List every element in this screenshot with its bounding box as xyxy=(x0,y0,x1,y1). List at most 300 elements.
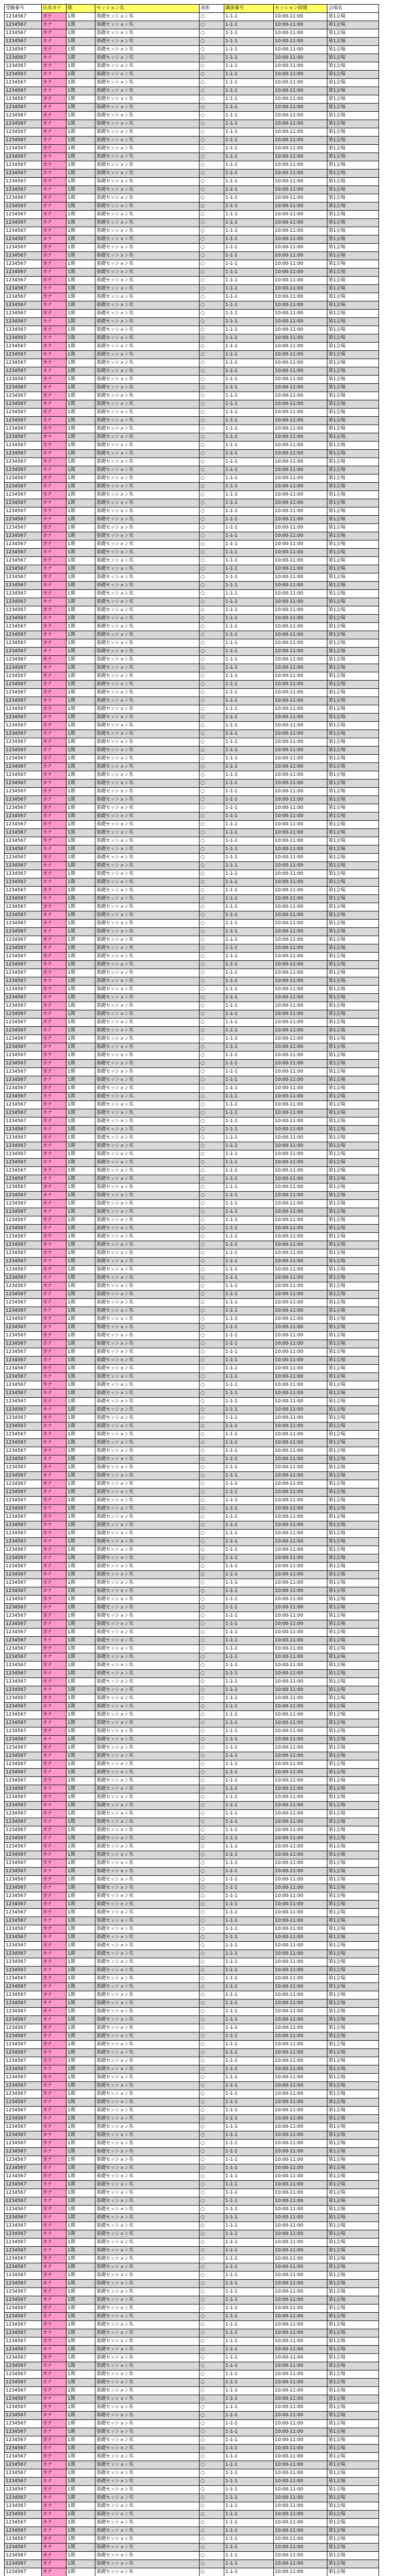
table-cell: カナ xyxy=(42,1497,67,1505)
table-cell: 1234567 xyxy=(5,953,42,961)
table-row xyxy=(5,878,379,887)
table-cell: 第1会場 xyxy=(327,1694,379,1703)
table-cell: 10:00-11:00 xyxy=(274,928,327,936)
table-cell: ○ xyxy=(200,1159,224,1167)
table-cell: 1-1-1 xyxy=(224,1505,274,1513)
table-cell: 10:00-11:00 xyxy=(274,2041,327,2049)
table-cell: 1期 xyxy=(67,1587,95,1596)
table-row xyxy=(5,1035,379,1043)
table-cell: 1期 xyxy=(67,128,95,137)
table-cell: 基礎セッション名 xyxy=(95,466,200,474)
table-cell: 1期 xyxy=(67,705,95,714)
table-cell: カナ xyxy=(42,491,67,499)
table-cell: 1期 xyxy=(67,557,95,565)
table-cell: カナ xyxy=(42,219,67,227)
table-cell: 10:00-11:00 xyxy=(274,161,327,170)
table-cell: カナ xyxy=(42,1719,67,1727)
table-row xyxy=(5,1859,379,1868)
table-cell: 第1会場 xyxy=(327,62,379,71)
table-cell: 第1会場 xyxy=(327,13,379,21)
table-cell: 基礎セッション名 xyxy=(95,1736,200,1744)
table-cell: 1期 xyxy=(67,1464,95,1472)
table-cell: 基礎セッション名 xyxy=(95,194,200,202)
table-cell: 1-1-1 xyxy=(224,1999,274,2008)
table-cell: 10:00-11:00 xyxy=(274,977,327,986)
table-cell: 基礎セッション名 xyxy=(95,1505,200,1513)
table-cell: 基礎セッション名 xyxy=(95,1365,200,1373)
table-cell: 第1会場 xyxy=(327,161,379,170)
table-cell: ○ xyxy=(200,664,224,672)
table-cell: 10:00-11:00 xyxy=(274,1348,327,1357)
table-cell: 1234567 xyxy=(5,2346,42,2354)
table-cell: 1期 xyxy=(67,1950,95,1958)
table-cell: 基礎セッション名 xyxy=(95,1183,200,1192)
table-cell: 1-1-1 xyxy=(224,1414,274,1422)
table-cell: 第1会場 xyxy=(327,1150,379,1159)
table-cell: 基礎セッション名 xyxy=(95,2181,200,2189)
table-cell: ○ xyxy=(200,1183,224,1192)
table-cell: 1期 xyxy=(67,2164,95,2173)
table-cell: 第1会場 xyxy=(327,2428,379,2436)
table-cell: カナ xyxy=(42,994,67,1002)
table-cell: 10:00-11:00 xyxy=(274,1439,327,1447)
table-cell: ○ xyxy=(200,1571,224,1579)
table-cell: カナ xyxy=(42,969,67,977)
table-cell: 第1会場 xyxy=(327,944,379,953)
table-cell: 10:00-11:00 xyxy=(274,788,327,796)
table-cell: 10:00-11:00 xyxy=(274,953,327,961)
table-cell: 基礎セッション名 xyxy=(95,1043,200,1052)
table-cell: 1234567 xyxy=(5,1447,42,1455)
table-cell: 1-1-1 xyxy=(224,672,274,681)
table-cell: 1234567 xyxy=(5,2519,42,2527)
table-cell: カナ xyxy=(42,1183,67,1192)
table-cell: ○ xyxy=(200,1719,224,1727)
table-cell: 1234567 xyxy=(5,928,42,936)
table-cell: ○ xyxy=(200,1035,224,1043)
table-row xyxy=(5,38,379,46)
table-cell: 基礎セッション名 xyxy=(95,2049,200,2057)
table-cell: 1234567 xyxy=(5,788,42,796)
table-cell: 1234567 xyxy=(5,79,42,87)
table-cell: 10:00-11:00 xyxy=(274,2469,327,2478)
table-cell: 1期 xyxy=(67,1571,95,1579)
table-cell: 基礎セッション名 xyxy=(95,104,200,112)
table-cell: 第1会場 xyxy=(327,1876,379,1884)
table-cell: 第1会場 xyxy=(327,2098,379,2107)
table-row xyxy=(5,104,379,112)
table-row xyxy=(5,1653,379,1662)
table-cell: 第1会場 xyxy=(327,2065,379,2074)
table-cell: 10:00-11:00 xyxy=(274,2107,327,2115)
table-cell: ○ xyxy=(200,540,224,549)
table-cell: 基礎セッション名 xyxy=(95,936,200,944)
table-cell: 第1会場 xyxy=(327,1183,379,1192)
table-cell: 第1会場 xyxy=(327,639,379,648)
table-cell: カナ xyxy=(42,343,67,351)
table-cell: 1-1-1 xyxy=(224,788,274,796)
table-row xyxy=(5,2304,379,2313)
table-cell: ○ xyxy=(200,2478,224,2486)
table-row xyxy=(5,1711,379,1719)
table-cell: 1-1-1 xyxy=(224,1109,274,1117)
table-row xyxy=(5,170,379,178)
table-cell: カナ xyxy=(42,1917,67,1925)
table-cell: 1期 xyxy=(67,392,95,400)
table-cell: 1-1-1 xyxy=(224,2387,274,2395)
table-cell: ○ xyxy=(200,1307,224,1315)
table-cell: 10:00-11:00 xyxy=(274,870,327,878)
table-cell: カナ xyxy=(42,598,67,606)
table-cell: ○ xyxy=(200,1760,224,1769)
table-row xyxy=(5,1505,379,1513)
table-cell: 第1会場 xyxy=(327,1027,379,1035)
table-row xyxy=(5,1332,379,1340)
table-cell: 1期 xyxy=(67,2016,95,2024)
table-cell: ○ xyxy=(200,2197,224,2206)
table-cell: カナ xyxy=(42,367,67,376)
table-cell: カナ xyxy=(42,1167,67,1175)
table-cell: 1-1-1 xyxy=(224,499,274,507)
table-cell: 基礎セッション名 xyxy=(95,1769,200,1777)
table-cell: 第1会場 xyxy=(327,252,379,260)
table-cell: 10:00-11:00 xyxy=(274,145,327,153)
table-cell: ○ xyxy=(200,623,224,631)
table-cell: 10:00-11:00 xyxy=(274,1208,327,1216)
table-cell: 基礎セッション名 xyxy=(95,1604,200,1612)
table-cell: 1期 xyxy=(67,1818,95,1826)
table-cell: 第1会場 xyxy=(327,590,379,598)
table-cell: 10:00-11:00 xyxy=(274,1521,327,1530)
table-cell: 基礎セッション名 xyxy=(95,738,200,747)
table-cell: 1-1-1 xyxy=(224,1480,274,1488)
table-cell: 基礎セッション名 xyxy=(95,2239,200,2247)
table-cell: 1-1-1 xyxy=(224,54,274,62)
table-cell: カナ xyxy=(42,376,67,384)
table-cell: 1期 xyxy=(67,1694,95,1703)
table-cell: 基礎セッション名 xyxy=(95,2074,200,2082)
table-cell: 1234567 xyxy=(5,194,42,202)
table-cell: 基礎セッション名 xyxy=(95,2519,200,2527)
table-cell: 1期 xyxy=(67,2230,95,2239)
table-cell: 1-1-1 xyxy=(224,1653,274,1662)
table-cell: 1期 xyxy=(67,911,95,920)
table-cell: 1-1-1 xyxy=(224,1596,274,1604)
table-cell: カナ xyxy=(42,137,67,145)
table-cell: 10:00-11:00 xyxy=(274,763,327,771)
table-cell: 1期 xyxy=(67,1480,95,1488)
table-row xyxy=(5,1406,379,1414)
table-cell: カナ xyxy=(42,161,67,170)
table-cell: 1234567 xyxy=(5,854,42,862)
table-cell: ○ xyxy=(200,2263,224,2272)
table-cell: 10:00-11:00 xyxy=(274,1002,327,1010)
table-cell: 第1会場 xyxy=(327,2082,379,2090)
table-cell: 第1会場 xyxy=(327,565,379,573)
table-cell: 第1会場 xyxy=(327,1620,379,1629)
table-cell: 10:00-11:00 xyxy=(274,202,327,211)
table-cell: カナ xyxy=(42,178,67,186)
table-cell: 1-1-1 xyxy=(224,730,274,738)
table-row xyxy=(5,1315,379,1324)
table-cell: 基礎セッション名 xyxy=(95,376,200,384)
table-cell: 1期 xyxy=(67,1999,95,2008)
table-row xyxy=(5,2239,379,2247)
table-cell: 1期 xyxy=(67,986,95,994)
table-cell: 1234567 xyxy=(5,1892,42,1901)
table-cell: カナ xyxy=(42,2065,67,2074)
table-cell: カナ xyxy=(42,1769,67,1777)
table-row xyxy=(5,829,379,837)
table-cell: 1-1-1 xyxy=(224,277,274,285)
table-cell: 10:00-11:00 xyxy=(274,483,327,491)
table-cell: 10:00-11:00 xyxy=(274,2098,327,2107)
table-cell: 第1会場 xyxy=(327,1934,379,1942)
table-cell: 基礎セッション名 xyxy=(95,870,200,878)
table-cell: 1-1-1 xyxy=(224,1291,274,1299)
table-cell: 第1会場 xyxy=(327,2544,379,2552)
table-cell: 基礎セッション名 xyxy=(95,1620,200,1629)
table-cell: 1-1-1 xyxy=(224,1991,274,1999)
table-cell: 1期 xyxy=(67,1332,95,1340)
table-cell: 基礎セッション名 xyxy=(95,433,200,442)
table-cell: 1234567 xyxy=(5,1315,42,1324)
table-cell: カナ xyxy=(42,1958,67,1967)
table-row xyxy=(5,2123,379,2131)
table-row xyxy=(5,1117,379,1126)
table-cell: 10:00-11:00 xyxy=(274,2436,327,2445)
table-cell: 第1会場 xyxy=(327,2181,379,2189)
table-cell: ○ xyxy=(200,1249,224,1258)
table-cell: ○ xyxy=(200,1406,224,1414)
table-cell: 基礎セッション名 xyxy=(95,2321,200,2329)
table-cell: ○ xyxy=(200,301,224,310)
table-row xyxy=(5,2511,379,2519)
table-cell: 10:00-11:00 xyxy=(274,137,327,145)
table-cell: 1期 xyxy=(67,1703,95,1711)
table-cell: 基礎セッション名 xyxy=(95,351,200,359)
table-cell: 第1会場 xyxy=(327,1175,379,1183)
table-cell: 第1会場 xyxy=(327,1464,379,1472)
table-cell: ○ xyxy=(200,2239,224,2247)
table-cell: 1234567 xyxy=(5,1653,42,1662)
table-cell: 10:00-11:00 xyxy=(274,714,327,722)
table-cell: カナ xyxy=(42,194,67,202)
table-row xyxy=(5,178,379,186)
table-row xyxy=(5,1645,379,1653)
table-cell: 1期 xyxy=(67,2519,95,2527)
table-row xyxy=(5,532,379,540)
table-cell: カナ xyxy=(42,2552,67,2560)
table-cell: 1-1-1 xyxy=(224,1117,274,1126)
table-cell: 1期 xyxy=(67,1340,95,1348)
table-cell: 1234567 xyxy=(5,2370,42,2379)
table-cell: 基礎セッション名 xyxy=(95,920,200,928)
table-cell: 第1会場 xyxy=(327,359,379,367)
table-cell: 1-1-1 xyxy=(224,1002,274,1010)
table-row xyxy=(5,1694,379,1703)
table-cell: 10:00-11:00 xyxy=(274,2214,327,2222)
table-cell: ○ xyxy=(200,1703,224,1711)
table-cell: カナ xyxy=(42,2016,67,2024)
table-cell: 1234567 xyxy=(5,112,42,120)
table-cell: 第1会場 xyxy=(327,2535,379,2544)
table-cell: 1期 xyxy=(67,137,95,145)
table-cell: 10:00-11:00 xyxy=(274,318,327,326)
table-cell: 第1会場 xyxy=(327,2478,379,2486)
table-cell: 10:00-11:00 xyxy=(274,738,327,747)
table-cell: 第1会場 xyxy=(327,483,379,491)
table-row xyxy=(5,862,379,870)
table-cell: 第1会場 xyxy=(327,87,379,95)
table-cell: カナ xyxy=(42,870,67,878)
table-cell: 1期 xyxy=(67,334,95,343)
table-cell: 1期 xyxy=(67,1719,95,1727)
table-cell: 第1会場 xyxy=(327,120,379,128)
table-cell: 1-1-1 xyxy=(224,310,274,318)
table-cell: 第1会場 xyxy=(327,870,379,878)
table-cell: 基礎セッション名 xyxy=(95,2387,200,2395)
table-cell: 第1会場 xyxy=(327,1917,379,1925)
table-row xyxy=(5,2189,379,2197)
table-row xyxy=(5,2337,379,2346)
table-cell: 1234567 xyxy=(5,1934,42,1942)
table-cell: 1-1-1 xyxy=(224,1381,274,1389)
table-row xyxy=(5,2156,379,2164)
table-row xyxy=(5,87,379,95)
table-cell: ○ xyxy=(200,120,224,128)
table-cell: ○ xyxy=(200,2041,224,2049)
table-cell: 10:00-11:00 xyxy=(274,1818,327,1826)
table-cell: 10:00-11:00 xyxy=(274,1142,327,1150)
table-cell: ○ xyxy=(200,2181,224,2189)
table-cell: 1234567 xyxy=(5,755,42,763)
table-cell: 基礎セッション名 xyxy=(95,862,200,870)
table-cell: ○ xyxy=(200,1917,224,1925)
table-cell: 第1会場 xyxy=(327,747,379,755)
table-cell: カナ xyxy=(42,1472,67,1480)
table-cell: 1234567 xyxy=(5,681,42,689)
table-cell: カナ xyxy=(42,1488,67,1497)
table-cell: 1-1-1 xyxy=(224,2140,274,2148)
table-cell: 1-1-1 xyxy=(224,516,274,524)
table-cell: 1期 xyxy=(67,623,95,631)
table-cell: 基礎セッション名 xyxy=(95,1109,200,1117)
table-cell: 基礎セッション名 xyxy=(95,796,200,804)
table-cell: 1234567 xyxy=(5,21,42,29)
table-cell: 第1会場 xyxy=(327,672,379,681)
table-cell: 1-1-1 xyxy=(224,153,274,161)
table-cell: 1-1-1 xyxy=(224,961,274,969)
table-row xyxy=(5,1892,379,1901)
table-cell: 1期 xyxy=(67,2065,95,2074)
table-row xyxy=(5,606,379,615)
table-row xyxy=(5,1472,379,1480)
header-cell: セッション名 xyxy=(95,5,200,13)
table-row xyxy=(5,2370,379,2379)
table-cell: カナ xyxy=(42,1810,67,1818)
table-cell: カナ xyxy=(42,532,67,540)
table-cell: 第1会場 xyxy=(327,557,379,565)
table-cell: 10:00-11:00 xyxy=(274,837,327,845)
table-row xyxy=(5,1167,379,1175)
table-cell: カナ xyxy=(42,29,67,38)
table-cell: 基礎セッション名 xyxy=(95,2197,200,2206)
table-cell: ○ xyxy=(200,689,224,697)
table-cell: カナ xyxy=(42,2041,67,2049)
table-cell: カナ xyxy=(42,631,67,639)
table-cell: ○ xyxy=(200,1414,224,1422)
table-row xyxy=(5,244,379,252)
table-cell: 基礎セッション名 xyxy=(95,507,200,516)
table-cell: 1期 xyxy=(67,1315,95,1324)
table-cell: 1-1-1 xyxy=(224,1736,274,1744)
table-row xyxy=(5,1348,379,1357)
table-cell: 第1会場 xyxy=(327,1225,379,1233)
table-row xyxy=(5,417,379,425)
table-cell: 10:00-11:00 xyxy=(274,516,327,524)
table-cell: 1234567 xyxy=(5,878,42,887)
table-row xyxy=(5,1719,379,1727)
table-cell: 10:00-11:00 xyxy=(274,2494,327,2502)
table-row xyxy=(5,46,379,54)
table-cell: カナ xyxy=(42,507,67,516)
table-cell: 第1会場 xyxy=(327,1802,379,1810)
table-cell: カナ xyxy=(42,483,67,491)
table-cell: 基礎セッション名 xyxy=(95,771,200,779)
table-cell: 基礎セッション名 xyxy=(95,211,200,219)
table-cell: 1-1-1 xyxy=(224,1225,274,1233)
table-cell: 1234567 xyxy=(5,1002,42,1010)
table-cell: 1-1-1 xyxy=(224,334,274,343)
table-cell: 第1会場 xyxy=(327,1678,379,1686)
table-cell: 1期 xyxy=(67,1439,95,1447)
table-cell: カナ xyxy=(42,392,67,400)
table-cell: 1-1-1 xyxy=(224,1060,274,1068)
table-cell: 10:00-11:00 xyxy=(274,1357,327,1365)
table-cell: 1期 xyxy=(67,1925,95,1934)
table-cell: 基礎セッション名 xyxy=(95,458,200,466)
table-cell: ○ xyxy=(200,2469,224,2478)
table-cell: 1期 xyxy=(67,87,95,95)
table-cell: 1-1-1 xyxy=(224,2008,274,2016)
table-cell: 1-1-1 xyxy=(224,1488,274,1497)
table-cell: 基礎セッション名 xyxy=(95,2008,200,2016)
table-cell: 1-1-1 xyxy=(224,2288,274,2296)
table-cell: カナ xyxy=(42,763,67,771)
table-cell: 1234567 xyxy=(5,903,42,911)
table-cell: 基礎セッション名 xyxy=(95,2535,200,2544)
table-cell: 1期 xyxy=(67,211,95,219)
table-cell: 第1会場 xyxy=(327,409,379,417)
table-cell: 1234567 xyxy=(5,986,42,994)
table-cell: ○ xyxy=(200,1925,224,1934)
table-cell: 第1会場 xyxy=(327,507,379,516)
table-cell: 1期 xyxy=(67,2098,95,2107)
table-cell: カナ xyxy=(42,705,67,714)
table-cell: 1-1-1 xyxy=(224,178,274,186)
table-cell: 10:00-11:00 xyxy=(274,1480,327,1488)
table-cell: ○ xyxy=(200,351,224,359)
table-cell: ○ xyxy=(200,194,224,202)
table-cell: 1-1-1 xyxy=(224,1282,274,1291)
table-cell: 第1会場 xyxy=(327,1546,379,1554)
table-cell: 10:00-11:00 xyxy=(274,1859,327,1868)
table-cell: 1-1-1 xyxy=(224,2511,274,2519)
table-cell: 1-1-1 xyxy=(224,1934,274,1942)
table-cell: 1期 xyxy=(67,1365,95,1373)
table-cell: 第1会場 xyxy=(327,1513,379,1521)
